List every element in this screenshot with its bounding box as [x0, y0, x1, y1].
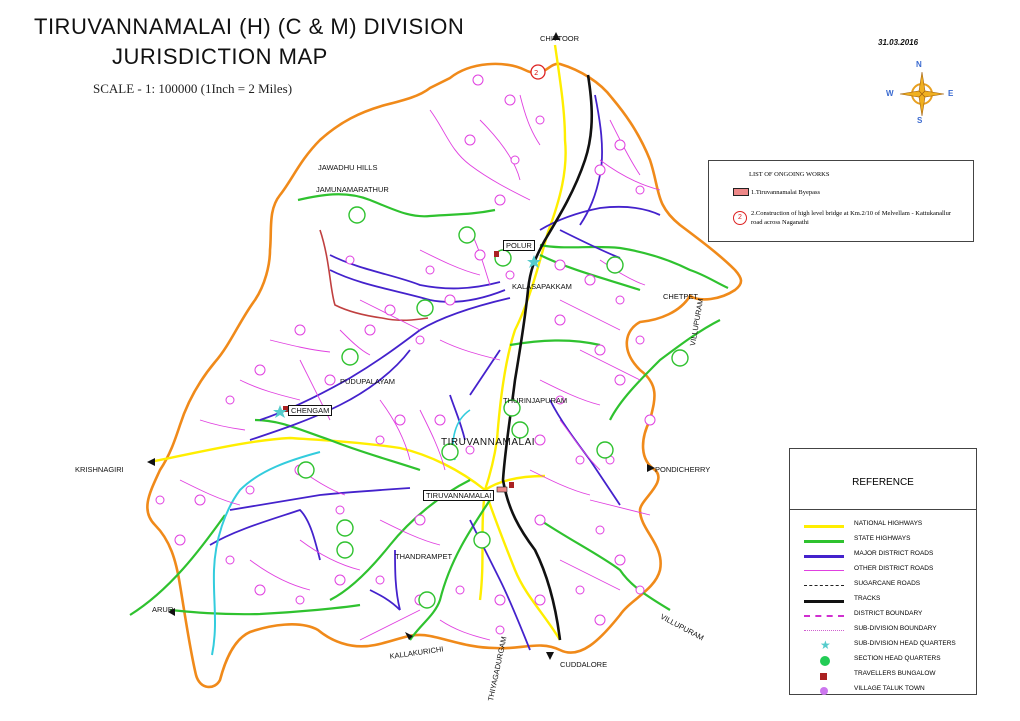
town-polur: POLUR — [503, 240, 535, 251]
legend-item — [790, 654, 976, 668]
town-tiruvannamalai-box: TIRUVANNAMALAI — [423, 490, 494, 501]
legend-symbol — [804, 630, 844, 631]
legend-symbol — [804, 525, 844, 528]
dir-chittoor: CHITTOOR — [540, 34, 580, 43]
legend-symbol — [804, 570, 844, 571]
dir-villupuram-south: VILLUPURAM — [658, 612, 706, 643]
legend-icon — [820, 687, 828, 695]
dir-kallakurichi: KALLAKURICHI — [389, 644, 444, 661]
legend-label: MAJOR DISTRICT ROADS — [854, 550, 934, 557]
legend-symbol — [804, 600, 844, 603]
legend-symbol — [804, 540, 844, 543]
legend-symbol — [804, 670, 844, 682]
town-jamunamarathur: JAMUNAMARATHUR — [316, 185, 389, 194]
ongoing-works-heading: LIST OF ONGOING WORKS — [749, 171, 830, 178]
legend-item — [790, 549, 976, 563]
legend-icon — [820, 656, 830, 666]
map-scale: SCALE - 1: 100000 (1Inch = 2 Miles) — [93, 81, 293, 96]
legend-label: STATE HIGHWAYS — [854, 535, 911, 542]
direction-arrows — [147, 32, 655, 660]
town-pudupalayam: PUDUPALAYAM — [340, 377, 396, 386]
ongoing-work-item: 1.Tiruvannamalai Byepass — [751, 189, 821, 196]
legend-item — [790, 669, 976, 683]
bypass-marker — [497, 487, 507, 492]
dir-chetpet: CHETPET — [663, 292, 699, 301]
legend-symbol — [804, 555, 844, 558]
legend-symbol — [804, 685, 844, 697]
town-tiruvannamalai: TIRUVANNAMALAI — [441, 437, 536, 448]
bridge-icon: 2 — [733, 211, 747, 225]
svg-text:2: 2 — [534, 69, 539, 77]
legend-label: SECTION HEAD QUARTERS — [854, 655, 941, 662]
legend-icon: ★ — [820, 638, 831, 652]
legend-label: SUB-DIVISION HEAD QUARTERS — [854, 640, 956, 647]
dir-villupuram-east: VILLUPURAM — [688, 297, 706, 347]
map-title-line1: TIRUVANNAMALAI (H) (C & M) DIVISION — [34, 14, 465, 39]
legend-symbol — [804, 640, 844, 652]
legend-symbol — [804, 615, 844, 617]
district-boundary — [147, 64, 741, 687]
dir-krishnagiri: KRISHNAGIRI — [75, 465, 124, 474]
legend-item — [790, 624, 976, 638]
legend-label: SUB-DIVISION BOUNDARY — [854, 625, 937, 632]
town-kalasapakkam: KALASAPAKKAM — [512, 282, 572, 291]
ongoing-work-item: 2.Construction of high level bridge at Km.2/10 of Melvellam - Kattukanallur road across Naganathi — [751, 210, 952, 226]
legend-label: VILLAGE TALUK TOWN — [854, 685, 925, 692]
town-chengam: CHENGAM — [288, 405, 332, 416]
dir-arur: ARUR — [152, 605, 174, 614]
compass-s: S — [917, 116, 923, 125]
legend-label: SUGARCANE ROADS — [854, 580, 921, 587]
section-hq-markers — [298, 207, 688, 608]
dir-thiyagadurgam: THIYAGADURGAM — [486, 635, 509, 702]
legend-symbol — [804, 655, 844, 667]
legend-symbol — [804, 585, 844, 586]
legend-item — [790, 534, 976, 548]
major-district-roads — [210, 95, 660, 650]
legend-item — [790, 579, 976, 593]
legend-label: OTHER DISTRICT ROADS — [854, 565, 934, 572]
legend-label: TRACKS — [854, 595, 881, 602]
legend-item — [790, 639, 976, 653]
national-highways — [150, 45, 566, 640]
reference-title: REFERENCE — [852, 477, 914, 488]
legend-item — [790, 519, 976, 533]
ongoing-works-panel — [708, 160, 974, 242]
compass-e: E — [948, 89, 954, 98]
town-thurinjapuram: THURINJAPURAM — [503, 396, 568, 405]
divider — [790, 509, 976, 510]
map-date: 31.03.2016 — [878, 38, 919, 47]
compass-rose-icon — [896, 68, 948, 120]
town-thandrampet: THANDRAMPET — [395, 552, 453, 561]
legend-label: NATIONAL HIGHWAYS — [854, 520, 923, 527]
legend-item — [790, 564, 976, 578]
compass-n: N — [916, 60, 922, 69]
bypass-icon — [733, 188, 749, 196]
legend-item — [790, 684, 976, 698]
map-title-line2: JURISDICTION MAP — [112, 44, 328, 69]
reference-legend — [789, 448, 977, 695]
compass-w: W — [886, 89, 894, 98]
state-highways — [130, 194, 728, 643]
legend-label: TRAVELLERS BUNGALOW — [854, 670, 936, 677]
legend-icon — [820, 673, 827, 680]
dir-cuddalore: CUDDALORE — [560, 660, 608, 669]
legend-label: DISTRICT BOUNDARY — [854, 610, 923, 617]
legend-item — [790, 594, 976, 608]
legend-item — [790, 609, 976, 623]
town-jawadhu-hills: JAWADHU HILLS — [318, 163, 378, 172]
dir-pondicherry: PONDICHERRY — [655, 465, 711, 474]
